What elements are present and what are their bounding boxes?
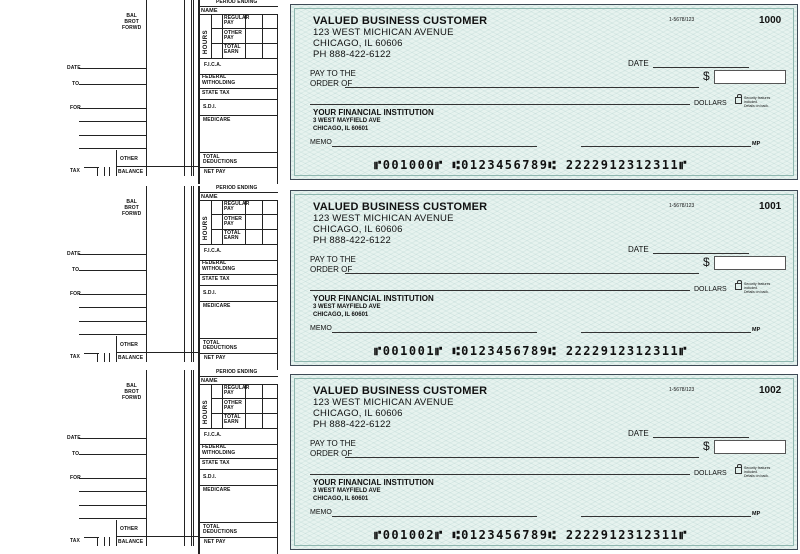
period-ending-label: PERIOD ENDING (216, 369, 258, 375)
total-deductions-label: TOTAL DEDUCTIONS (203, 524, 238, 535)
dollars-label: DOLLARS (694, 100, 727, 107)
payee-field[interactable] (345, 457, 699, 458)
padlock-icon (735, 467, 742, 474)
hours-label: HOURS (203, 215, 209, 241)
federal-withholding-label: FEDERAL WITHOLDING (202, 74, 236, 86)
date-field[interactable] (653, 67, 749, 68)
total-earn-label: TOTAL EARN (224, 414, 241, 425)
for-label: FOR (70, 291, 81, 297)
bank-address-line1: 3 WEST MAYFIELD AVE (313, 118, 381, 124)
bank-address-line2: CHICAGO, IL 60601 (313, 126, 369, 132)
check-row-3 (0, 370, 800, 554)
micr-line: ⑈001002⑈ ⑆0123456789⑆ 2222912312311⑈ (374, 528, 688, 542)
sdi-label: S.D.I. (203, 290, 217, 296)
pay-to-line2: ORDER OF (310, 448, 353, 458)
pay-to-line1: PAY TO THE (310, 69, 356, 78)
fica-label: F.I.C.A. (204, 248, 222, 254)
pay-to-label (310, 439, 356, 458)
sdi-label: S.D.I. (203, 474, 217, 480)
payroll-stub (0, 370, 282, 554)
state-tax-label: STATE TAX (202, 460, 230, 466)
bank-address-line2: CHICAGO, IL 60601 (313, 312, 369, 318)
bal-brot-forwd-label: BAL BROT FORWD (122, 383, 142, 401)
net-pay-label: NET PAY (204, 169, 226, 175)
total-deductions-label: TOTAL DEDUCTIONS (203, 154, 238, 165)
payee-field[interactable] (345, 87, 699, 88)
tax-label: TAX (70, 538, 80, 544)
check (290, 374, 798, 550)
memo-label: MEMO (310, 509, 332, 516)
regular-pay-label: REGULAR PAY (224, 201, 250, 212)
routing-fraction: 1-5678/123 (669, 387, 695, 393)
check-date-label: DATE (628, 245, 649, 254)
pay-to-line1: PAY TO THE (310, 439, 356, 448)
bal-brot-forwd-label: BAL BROT FORWD (122, 199, 142, 217)
name-label: NAME (201, 378, 218, 384)
other-label: OTHER (120, 526, 138, 532)
federal-withholding-label: FEDERAL WITHOLDING (202, 260, 236, 272)
micr-line: ⑈001001⑈ ⑆0123456789⑆ 2222912312311⑈ (374, 344, 688, 358)
routing-fraction: 1-5678/123 (669, 17, 695, 23)
mp-label: MP (752, 327, 761, 333)
other-pay-label: OTHER PAY (224, 400, 242, 411)
bal-brot-forwd-label: BAL BROT FORWD (122, 13, 142, 31)
hours-label: HOURS (203, 29, 209, 55)
company-address-line2: CHICAGO, IL 60606 (313, 38, 403, 49)
check-number: 1000 (759, 15, 782, 26)
pay-to-line2: ORDER OF (310, 78, 353, 88)
company-phone: PH 888-422-6122 (313, 49, 391, 60)
security-features-text: Security features included. Details on back. (744, 466, 771, 478)
to-label: TO (72, 451, 80, 457)
payroll-stub (0, 0, 282, 184)
sdi-label: S.D.I. (203, 104, 217, 110)
total-earn-label: TOTAL EARN (224, 230, 241, 241)
check-date-label: DATE (628, 59, 649, 68)
hours-label: HOURS (203, 399, 209, 425)
memo-label: MEMO (310, 325, 332, 332)
memo-label: MEMO (310, 139, 332, 146)
federal-withholding-label: FEDERAL WITHOLDING (202, 444, 236, 456)
other-label: OTHER (120, 342, 138, 348)
signature-field[interactable] (581, 332, 751, 333)
payee-field[interactable] (345, 273, 699, 274)
net-pay-label: NET PAY (204, 539, 226, 545)
company-address-line1: 123 WEST MICHICAN AVENUE (313, 397, 454, 408)
micr-line: ⑈001000⑈ ⑆0123456789⑆ 2222912312311⑈ (374, 158, 688, 172)
company-phone: PH 888-422-6122 (313, 419, 391, 430)
amount-input[interactable] (714, 70, 786, 84)
bank-name: YOUR FINANCIAL INSTITUTION (313, 108, 434, 117)
signature-field[interactable] (581, 146, 751, 147)
regular-pay-label: REGULAR PAY (224, 385, 250, 396)
security-features-text: Security features included. Details on back. (744, 282, 771, 294)
company-address-line1: 123 WEST MICHICAN AVENUE (313, 27, 454, 38)
pay-to-line2: ORDER OF (310, 264, 353, 274)
period-ending-label: PERIOD ENDING (216, 185, 258, 191)
pay-to-label (310, 69, 356, 88)
company-phone: PH 888-422-6122 (313, 235, 391, 246)
other-label: OTHER (120, 156, 138, 162)
tax-label: TAX (70, 354, 80, 360)
company-address-line2: CHICAGO, IL 60606 (313, 224, 403, 235)
mp-label: MP (752, 141, 761, 147)
bank-name: YOUR FINANCIAL INSTITUTION (313, 478, 434, 487)
date-field[interactable] (653, 253, 749, 254)
routing-fraction: 1-5678/123 (669, 203, 695, 209)
amount-words-field[interactable] (310, 474, 690, 475)
regular-pay-label: REGULAR PAY (224, 15, 250, 26)
other-pay-label: OTHER PAY (224, 216, 242, 227)
total-deductions-label: TOTAL DEDUCTIONS (203, 340, 238, 351)
to-label: TO (72, 267, 80, 273)
amount-words-field[interactable] (310, 290, 690, 291)
other-pay-label: OTHER PAY (224, 30, 242, 41)
bank-name: YOUR FINANCIAL INSTITUTION (313, 294, 434, 303)
date-field[interactable] (653, 437, 749, 438)
check-row-1 (0, 0, 800, 184)
amount-input[interactable] (714, 440, 786, 454)
medicare-label: MEDICARE (203, 303, 231, 309)
payroll-stub (0, 186, 282, 370)
check-row-2 (0, 186, 800, 370)
fica-label: F.I.C.A. (204, 62, 222, 68)
date-label: DATE (67, 435, 81, 441)
mp-label: MP (752, 511, 761, 517)
tax-label: TAX (70, 168, 80, 174)
dollar-sign: $ (703, 439, 710, 453)
for-label: FOR (70, 475, 81, 481)
dollar-sign: $ (703, 255, 710, 269)
bank-address-line2: CHICAGO, IL 60601 (313, 496, 369, 502)
medicare-label: MEDICARE (203, 487, 231, 493)
memo-field[interactable] (332, 332, 537, 333)
bank-address-line1: 3 WEST MAYFIELD AVE (313, 304, 381, 310)
state-tax-label: STATE TAX (202, 276, 230, 282)
for-label: FOR (70, 105, 81, 111)
check (290, 190, 798, 366)
state-tax-label: STATE TAX (202, 90, 230, 96)
name-label: NAME (201, 8, 218, 14)
amount-input[interactable] (714, 256, 786, 270)
balance-label: BALANCE (118, 169, 144, 175)
check-number: 1001 (759, 201, 782, 212)
company-name: VALUED BUSINESS CUSTOMER (313, 385, 488, 397)
padlock-icon (735, 283, 742, 290)
company-name: VALUED BUSINESS CUSTOMER (313, 201, 488, 213)
pay-to-line1: PAY TO THE (310, 255, 356, 264)
date-label: DATE (67, 251, 81, 257)
signature-field[interactable] (581, 516, 751, 517)
company-address-line2: CHICAGO, IL 60606 (313, 408, 403, 419)
pay-to-label (310, 255, 356, 274)
balance-label: BALANCE (118, 539, 144, 545)
total-earn-label: TOTAL EARN (224, 44, 241, 55)
padlock-icon (735, 97, 742, 104)
period-ending-label: PERIOD ENDING (216, 0, 258, 5)
amount-words-field[interactable] (310, 104, 690, 105)
medicare-label: MEDICARE (203, 117, 231, 123)
dollars-label: DOLLARS (694, 470, 727, 477)
date-label: DATE (67, 65, 81, 71)
check-number: 1002 (759, 385, 782, 396)
balance-label: BALANCE (118, 355, 144, 361)
company-address-line1: 123 WEST MICHICAN AVENUE (313, 213, 454, 224)
check-date-label: DATE (628, 429, 649, 438)
security-features-text: Security features included. Details on back. (744, 96, 771, 108)
fica-label: F.I.C.A. (204, 432, 222, 438)
memo-field[interactable] (332, 516, 537, 517)
dollar-sign: $ (703, 69, 710, 83)
company-name: VALUED BUSINESS CUSTOMER (313, 15, 488, 27)
memo-field[interactable] (332, 146, 537, 147)
dollars-label: DOLLARS (694, 286, 727, 293)
net-pay-label: NET PAY (204, 355, 226, 361)
bank-address-line1: 3 WEST MAYFIELD AVE (313, 488, 381, 494)
check (290, 4, 798, 180)
name-label: NAME (201, 194, 218, 200)
to-label: TO (72, 81, 80, 87)
